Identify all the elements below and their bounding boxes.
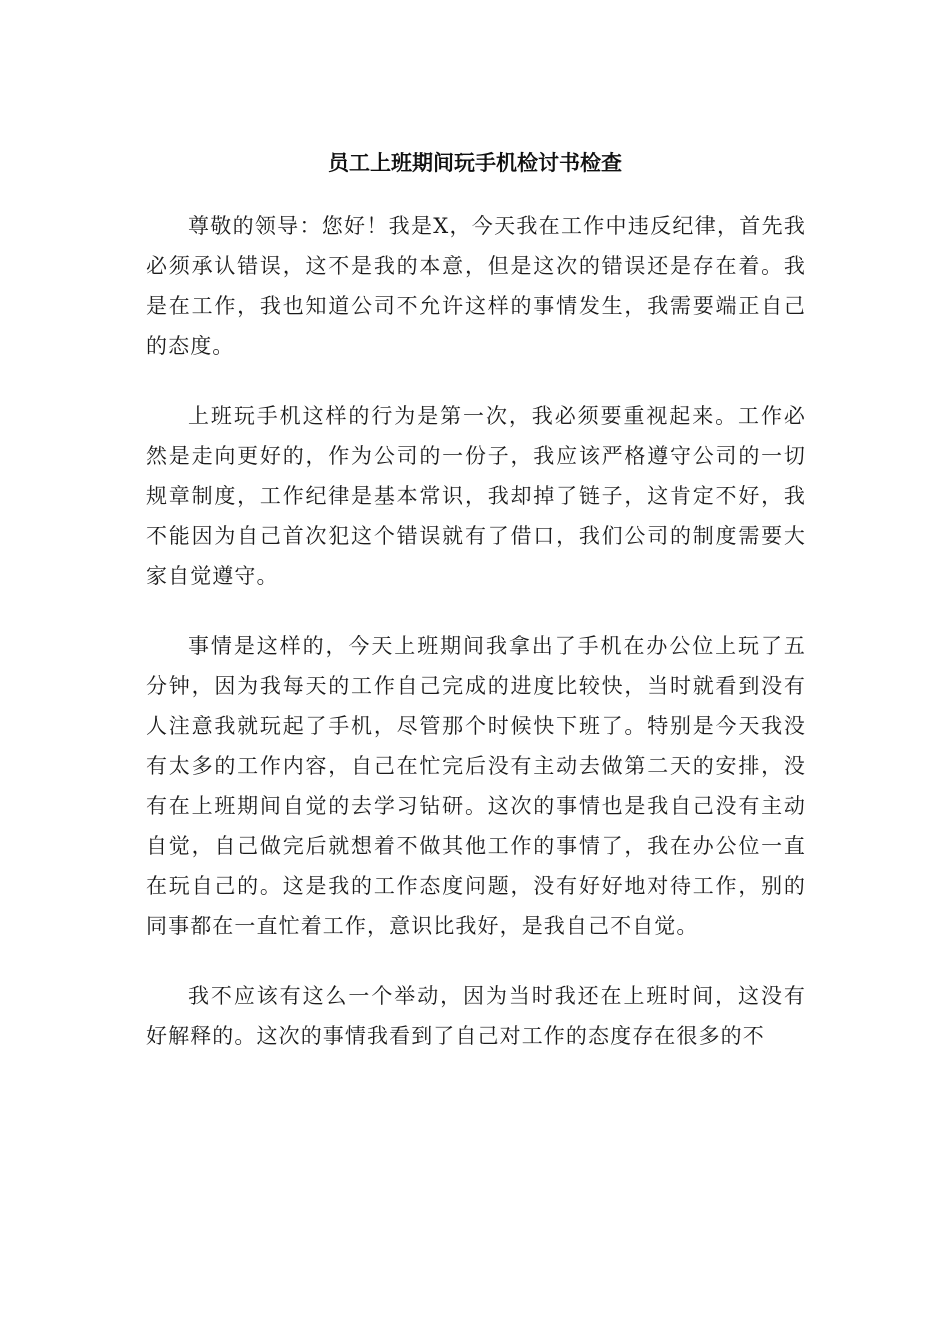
document-title: 员工上班期间玩手机检讨书检查 (328, 150, 622, 175)
paragraph-3: 事情是这样的，今天上班期间我拿出了手机在办公位上玩了五分钟，因为我每天的工作自己完成的进度比较快，当时就看到没有人注意我就玩起了手机，尽管那个时候快下班了。特别是今天我没有太多的工作内容，自己在忙完后没有主动去做第二天的安排，没有在上班期间自觉的去学习钻研。这次的事情也是我自己没有主动自觉，自己做完后就想着不做其他工作的事情了，我在办公位一直在玩自己的。这是我的工作态度问题，没有好好地对待工作，别的同事都在一直忙着工作，意识比我好，是我自己不自觉。 (146, 634, 806, 938)
paragraph-2: 上班玩手机这样的行为是第一次，我必须要重视起来。工作必然是走向更好的，作为公司的一份子，我应该严格遵守公司的一切规章制度，工作纪律是基本常识，我却掉了链子，这肯定不好，我不能因为自己首次犯这个错误就有了借口，我们公司的制度需要大家自觉遵守。 (146, 404, 806, 588)
document-body (146, 206, 806, 1086)
paragraph-1: 尊敬的领导：您好！我是X，今天我在工作中违反纪律，首先我必须承认错误，这不是我的本意，但是这次的错误还是存在着。我是在工作，我也知道公司不允许这样的事情发生，我需要端正自己的态度。 (146, 214, 806, 358)
paragraph-4: 我不应该有这么一个举动，因为当时我还在上班时间，这没有好解释的。这次的事情我看到了自己对工作的态度存在很多的不 (146, 984, 806, 1048)
